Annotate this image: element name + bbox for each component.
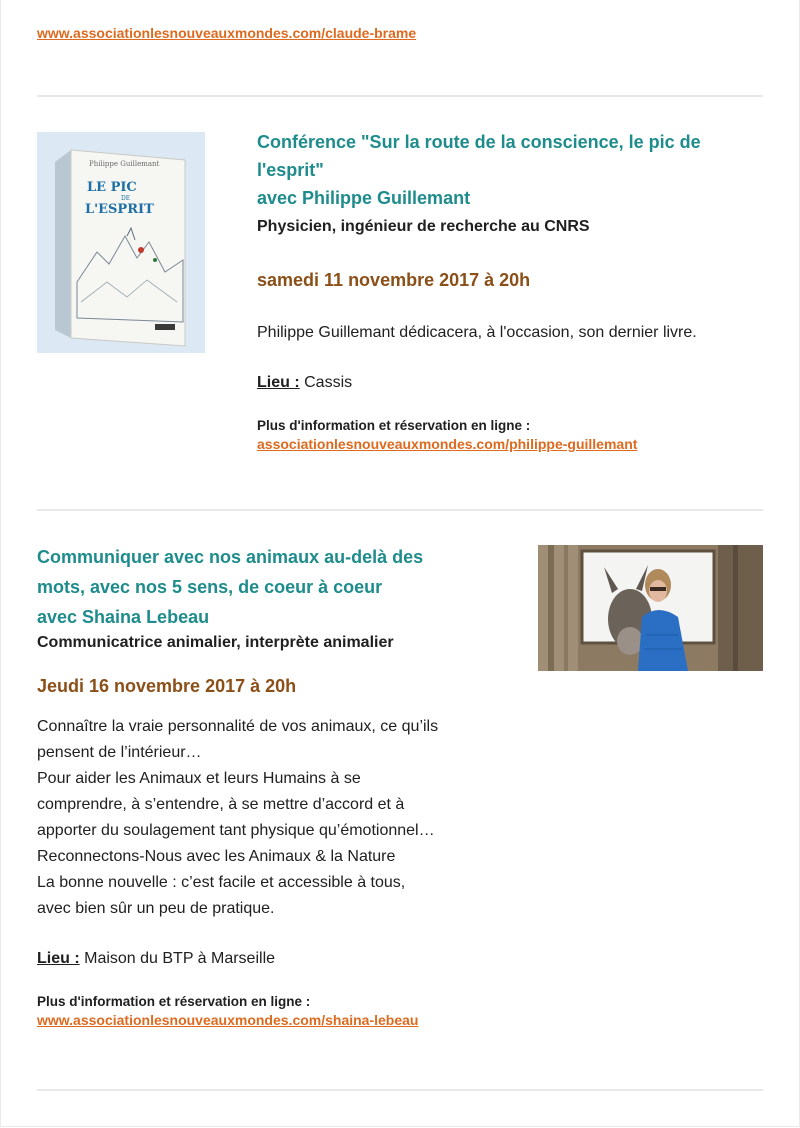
book-cover-image — [37, 132, 205, 353]
event1-lieu-value: Cassis — [299, 374, 353, 391]
event2-info-label: Plus d'information et réservation en ligne : — [37, 994, 311, 1009]
donkey-photo — [538, 545, 763, 671]
divider — [37, 95, 763, 97]
book-author: Philippe Guillemant — [89, 160, 160, 168]
book-title-line3: L'ESPRIT — [85, 202, 154, 217]
event2-lieu-value: Maison du BTP à Marseille — [79, 950, 276, 967]
event2-description — [37, 714, 507, 922]
event1-description: Philippe Guillemant dédicacera, à l'occasion, son dernier livre. — [257, 324, 697, 341]
claude-brame-link[interactable]: www.associationlesnouveauxmondes.com/claude-brame — [37, 25, 417, 41]
event1-date: samedi 11 novembre 2017 à 20h — [257, 270, 531, 290]
event2-date: Jeudi 16 novembre 2017 à 20h — [37, 676, 297, 696]
divider — [37, 1089, 763, 1091]
event2-info-link[interactable]: www.associationlesnouveauxmondes.com/shaina-lebeau — [37, 1012, 419, 1028]
event2-lieu-label: Lieu : — [37, 950, 80, 967]
event1-details — [257, 128, 767, 454]
event2-details — [37, 542, 507, 1030]
event2-description-line: Pour aider les Animaux et leurs Humains à se — [37, 770, 361, 787]
event2-description-line: Reconnectons-Nous avec les Animaux & la Nature — [37, 848, 396, 865]
event1-location — [257, 370, 767, 396]
book-title-line2: DE — [121, 195, 131, 202]
event2-description-line: comprendre, à s’entendre, à se mettre d’accord et à — [37, 796, 405, 813]
event2-description-line: La bonne nouvelle : c’est facile et accessible à tous, — [37, 874, 406, 891]
book-title-line1: LE PIC — [87, 180, 137, 195]
donkey-photo-illustration — [538, 545, 763, 671]
event1-title-line2: l'esprit" — [257, 160, 324, 180]
event2-description-line: avec bien sûr un peu de pratique. — [37, 900, 275, 917]
event2-description-line: Connaître la vraie personnalité de vos animaux, ce qu’ils — [37, 718, 439, 735]
event1-info-block — [257, 416, 767, 454]
event1-info-label: Plus d'information et réservation en ligne : — [257, 418, 531, 433]
event2-location — [37, 946, 507, 972]
event2-speaker: avec Shaina Lebeau — [37, 607, 210, 627]
event2-role: Communicatrice animalier, interprète animalier — [37, 634, 394, 651]
event2-description-line: pensent de l’intérieur… — [37, 744, 202, 761]
event1-role: Physicien, ingénieur de recherche au CNRS — [257, 218, 590, 235]
event1-speaker: avec Philippe Guillemant — [257, 188, 471, 208]
event1-info-link[interactable]: associationlesnouveauxmondes.com/philippe-guillemant — [257, 436, 638, 452]
event2-title-line1: Communiquer avec nos animaux au-delà des — [37, 547, 424, 567]
divider — [37, 509, 763, 511]
event2-description-line: apporter du soulagement tant physique qu’émotionnel… — [37, 822, 435, 839]
event1-title-line1: Conférence "Sur la route de la conscience, le pic de — [257, 132, 701, 152]
event2-title-line2: mots, avec nos 5 sens, de coeur à coeur — [37, 577, 383, 597]
event2-info-block — [37, 992, 507, 1030]
event1-lieu-label: Lieu : — [257, 374, 300, 391]
